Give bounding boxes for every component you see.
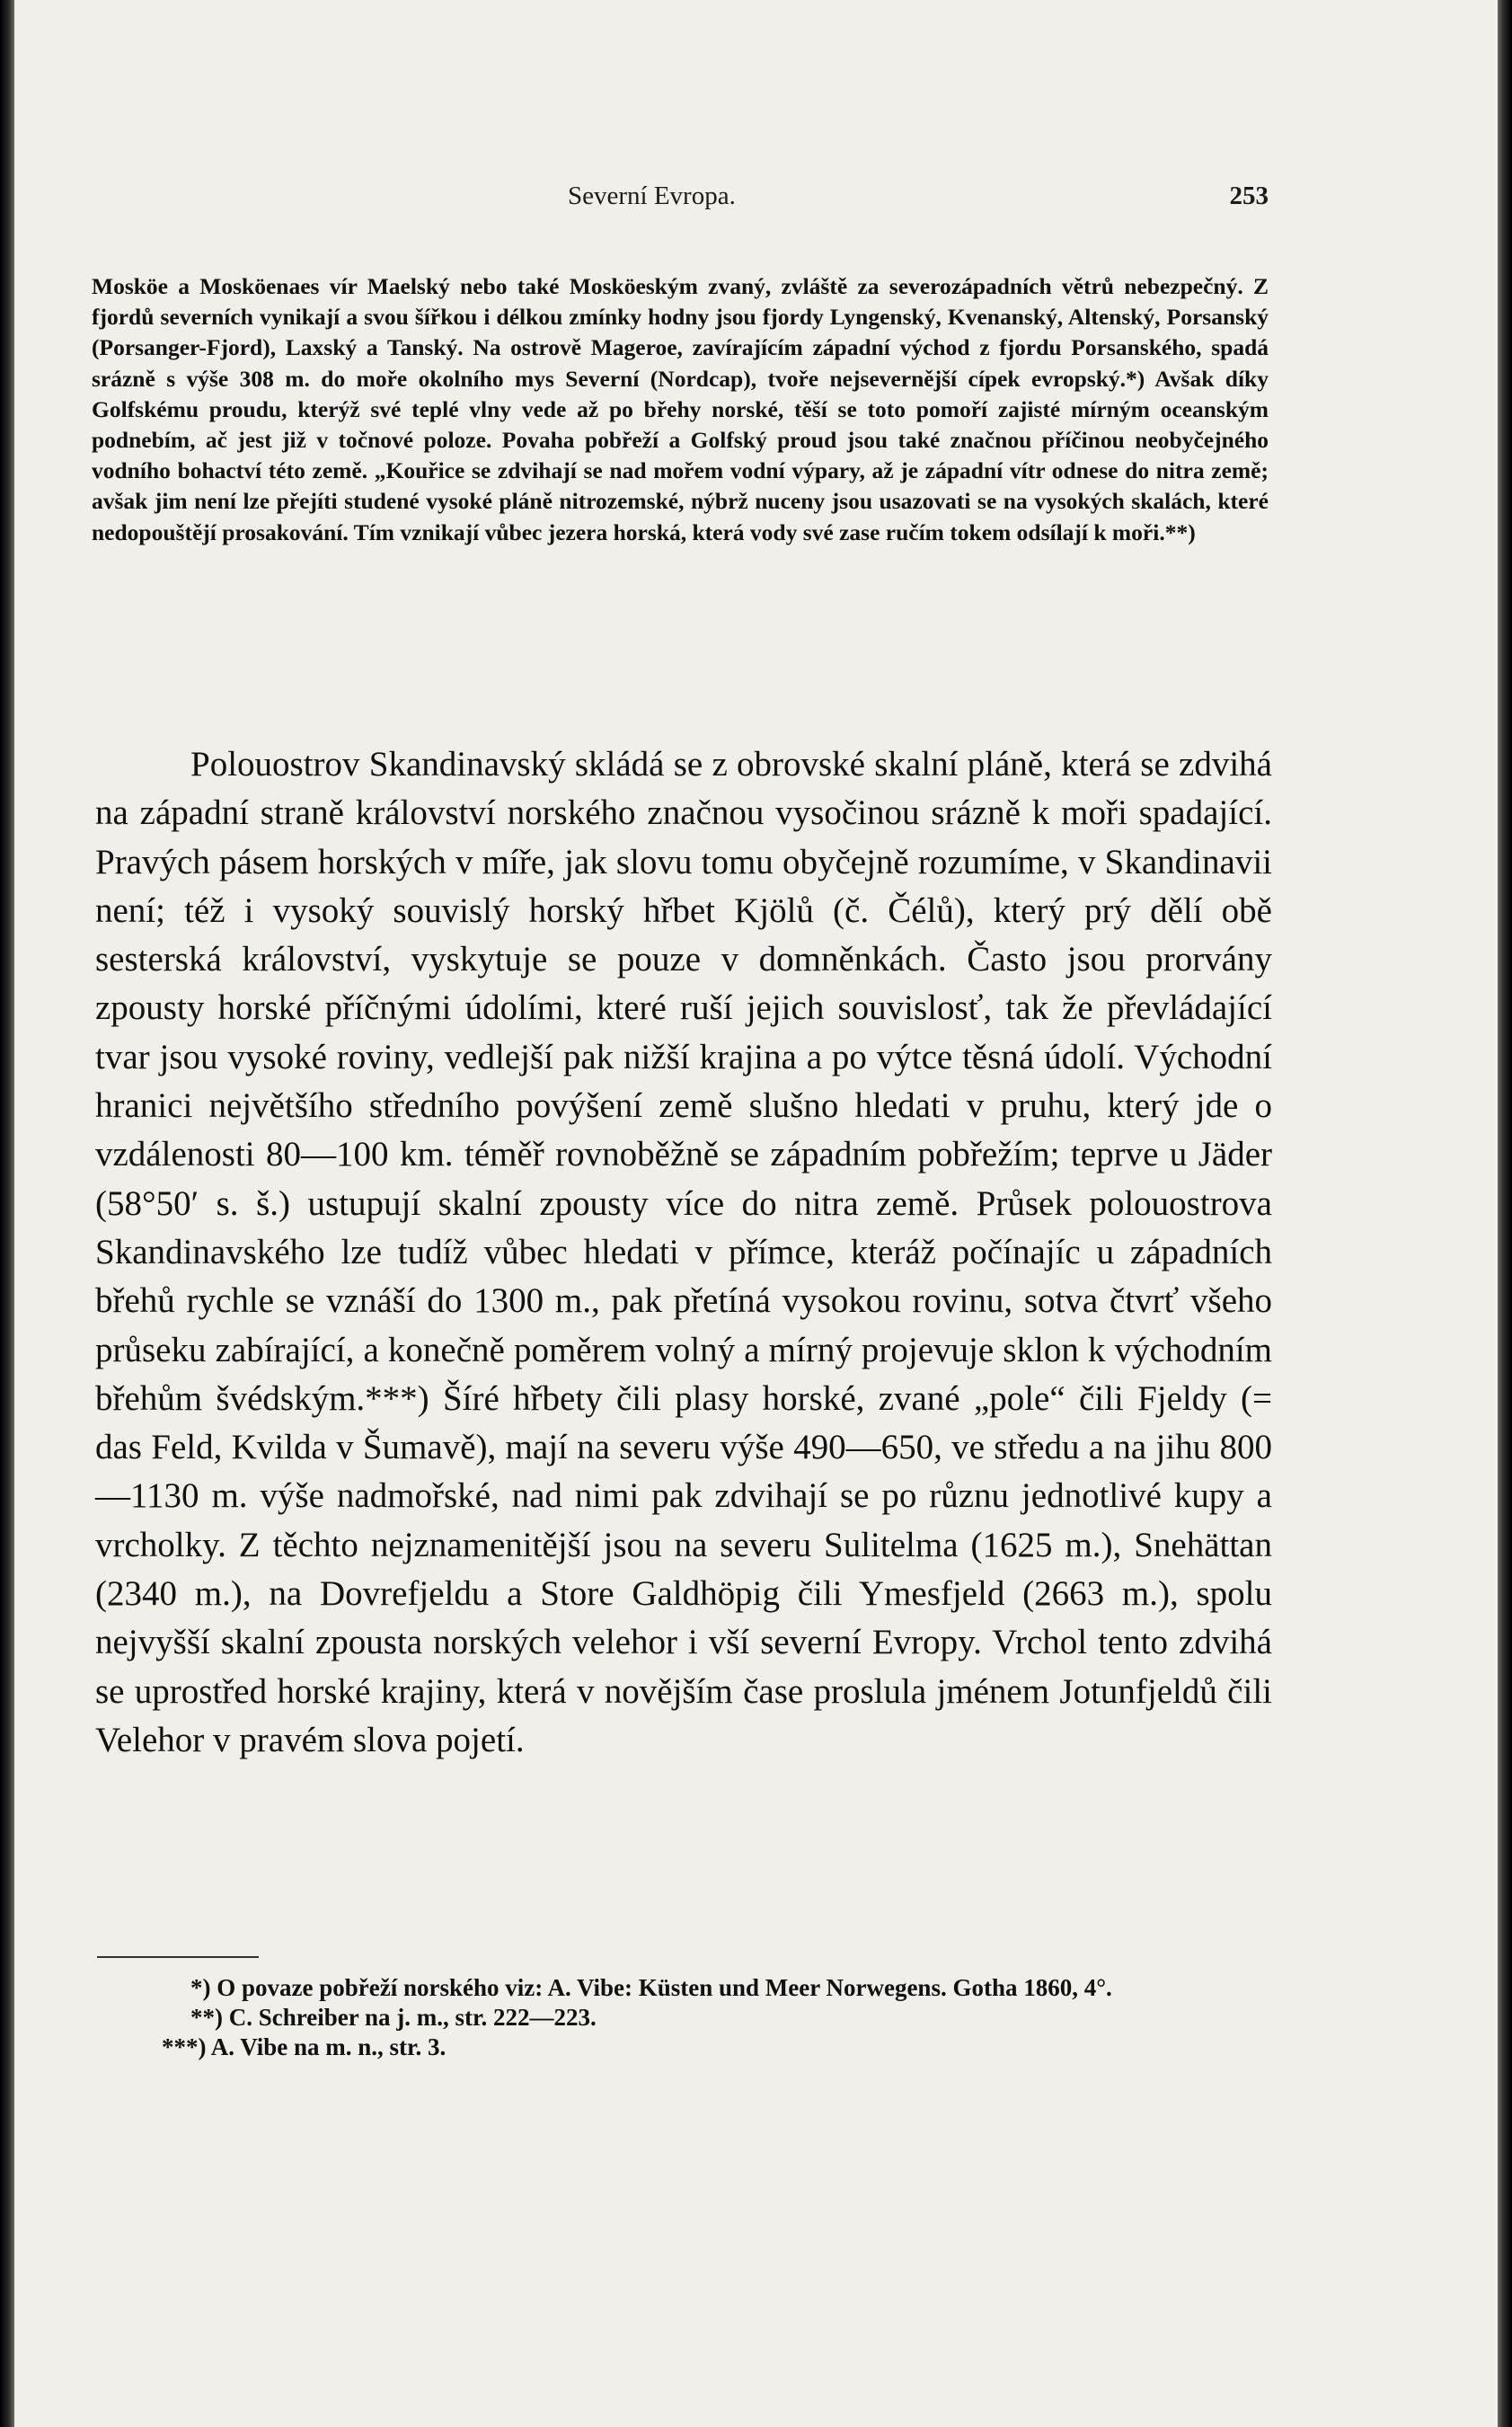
footnote-2: **) C. Schreiber na j. m., str. 222—223. <box>190 2004 597 2031</box>
running-title: Severní Evropa. <box>568 182 736 210</box>
footnotes <box>92 1973 1269 2062</box>
footnote-3: ***) A. Vibe na m. n., str. 3. <box>162 2033 447 2060</box>
scan-edge-right <box>1498 0 1512 2427</box>
running-header <box>92 182 1269 217</box>
main-text-block <box>95 740 1272 1765</box>
main-paragraph: Polouostrov Skandinavský skládá se z obrovské skalní pláně, která se zdvihá na západní straně království norského značnou vysočinou srázně k moři spadající. Pravých pásem horských v míře, jak slovu tomu obyčejně rozumíme, v Skandinavii není; též i vysoký souvislý horský hřbet Kjölů (č. Čélů), který prý dělí obě sesterská království, vyskytuje se pouze v domněnkách. Často jsou prorvány zpousty horské příčnými údolími, které ruší jejich souvislosť, tak že převládající tvar jsou vysoké roviny, vedlejší pak nižší krajina a po výtce těsná údolí. Východní hranici největšího středního povýšení země slušno hledati v pruhu, který jde o vzdálenosti 80—100 km. téměř rovnoběžně se západním pobřežím; teprve u Jäder (58°50′ s. š.) ustupují skalní zpousty více do nitra země. Průsek polouostrova Skandinavského lze tudíž vůbec hledati v přímce, kteráž počínajíc u západních břehů rychle se vznáší do 1300 m., pak přetíná vysokou rovinu, sotva čtvrť všeho průseku zabírající, a konečně poměrem volný a mírný projevuje sklon k východním břehům švédským.***) Šíré hřbety čili plasy horské, zvané „pole“ čili Fjeldy (= das Feld, Kvilda v Šumavě), mají na severu výše 490—650, ve středu a na jihu 800—1130 m. výše nadmořské, nad nimi pak zdvihají se po různu jednotlivé kupy a vrcholky. Z těchto nejznamenitější jsou na severu Sulitelma (1625 m.), Snehättan (2340 m.), na Dovrefjeldu a Store Galdhöpig čili Ymesfjeld (2663 m.), spolu nejvyšší skalní zpousta norských velehor i vší severní Evropy. Vrchol tento zdvihá se uprostřed horské krajiny, která v novějším čase proslula jménem Jotunfjeldů čili Velehor v pravém slova pojetí. <box>95 745 1272 1759</box>
book-page <box>14 0 1498 2427</box>
small-print-paragraph: Mosköe a Mosköenaes vír Maelský nebo také Mosköeským zvaný, zvláště za severozápadních větrů nebezpečný. Z fjordů severních vynikají a svou šířkou i délkou zmínky hodny jsou fjordy Lyngenský, Kvenanský, Altenský, Porsanský (Porsanger-Fjord), Laxský a Tanský. Na ostrově Mageroe, zavírajícím západní východ z fjordu Porsanského, spadá srázně s výše 308 m. do moře okolního mys Severní (Nordcap), tvoře nejsevernější cípek evropský.*) Avšak díky Golfskému proudu, kterýž své teplé vlny vede až po břehy norské, těší se toto pomoří zajisté mírným oceanským podnebím, ač jest již v točnové poloze. Povaha pobřeží a Golfský proud jsou také značnou příčinou neobyčejného vodního bohactví této země. „Kouřice se zdvihají se nad mořem vodní výpary, až je západní vítr odnese do nitra země; avšak jim není lze přejíti studené vysoké pláně nitrozemské, nýbrž nuceny jsou usazovati se na vysokých skalách, které nedopouštějí prosakování. Tím vznikají vůbec jezera horská, která vody své zase ručím tokem odsílají k moři.**) <box>92 273 1269 545</box>
footnote-1: *) O povaze pobřeží norského viz: A. Vibe: Küsten und Meer Norwegens. Gotha 1860, 4°. <box>190 1974 1112 2001</box>
footnote-divider <box>97 1956 259 1958</box>
small-print-block <box>92 271 1269 548</box>
page-number: 253 <box>1229 182 1269 210</box>
scan-edge-left <box>0 0 14 2427</box>
